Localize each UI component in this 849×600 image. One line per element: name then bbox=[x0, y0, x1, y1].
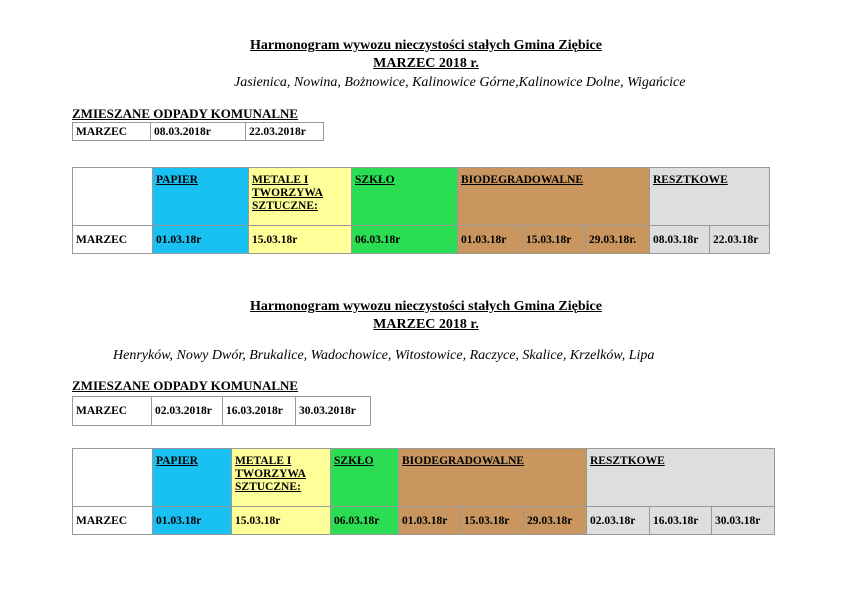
metale-date-cell: 15.03.18r bbox=[249, 226, 352, 254]
papier-header: PAPIER bbox=[153, 168, 249, 226]
bio-date-cell: 29.03.18r. bbox=[586, 226, 650, 254]
section1-title-line1: Harmonogram wywozu nieczystości stałych Gmina Ziębice bbox=[250, 38, 602, 53]
metale-header bbox=[232, 449, 331, 507]
metale-header-label: METALE I TWORZYWA SZTUCZNE: bbox=[235, 455, 306, 493]
mixed-date-cell: 08.03.2018r bbox=[151, 123, 246, 141]
bio-date-cell: 01.03.18r bbox=[458, 226, 523, 254]
bio-date-cell: 15.03.18r bbox=[523, 226, 586, 254]
empty-header-cell bbox=[73, 168, 153, 226]
mixed-date-cell: 16.03.2018r bbox=[223, 397, 296, 426]
bio-header: BIODEGRADOWALNE bbox=[458, 168, 650, 226]
empty-header-cell bbox=[73, 449, 153, 507]
section1-title-line2: MARZEC 2018 r. bbox=[373, 56, 479, 71]
szklo-date-cell: 06.03.18r bbox=[352, 226, 458, 254]
szklo-header: SZKŁO bbox=[331, 449, 399, 507]
resztkowe-header: RESZTKOWE bbox=[587, 449, 775, 507]
bio-header: BIODEGRADOWALNE bbox=[399, 449, 587, 507]
section2-schedule-table bbox=[72, 448, 775, 535]
section1-schedule-table bbox=[72, 167, 770, 254]
resztkowe-date-cell: 08.03.18r bbox=[650, 226, 710, 254]
resztkowe-date-cell: 16.03.18r bbox=[650, 507, 712, 535]
table-row bbox=[73, 123, 324, 141]
section1-villages: Jasienica, Nowina, Bożnowice, Kalinowice Górne,Kalinowice Dolne, Wigańcice bbox=[234, 75, 686, 90]
section2-mixed-waste-heading: ZMIESZANE ODPADY KOMUNALNE bbox=[72, 378, 299, 393]
bio-date-cell: 29.03.18r bbox=[524, 507, 587, 535]
szklo-date-cell: 06.03.18r bbox=[331, 507, 399, 535]
szklo-header: SZKŁO bbox=[352, 168, 458, 226]
bio-date-cell: 01.03.18r bbox=[399, 507, 461, 535]
section2-mixed-waste-table bbox=[72, 396, 371, 426]
resztkowe-header: RESZTKOWE bbox=[650, 168, 770, 226]
table-row bbox=[73, 226, 770, 254]
mixed-month-cell: MARZEC bbox=[73, 123, 151, 141]
metale-header bbox=[249, 168, 352, 226]
table-row bbox=[73, 507, 775, 535]
month-cell: MARZEC bbox=[73, 226, 153, 254]
section2-villages: Henryków, Nowy Dwór, Brukalice, Wadochowice, Witostowice, Raczyce, Skalice, Krzelków, Lipa bbox=[113, 348, 655, 363]
mixed-date-cell: 30.03.2018r bbox=[296, 397, 371, 426]
metale-header-label: METALE I TWORZYWA SZTUCZNE: bbox=[252, 174, 323, 212]
mixed-date-cell: 02.03.2018r bbox=[152, 397, 223, 426]
resztkowe-date-cell: 22.03.18r bbox=[710, 226, 770, 254]
table-row bbox=[73, 168, 770, 226]
table-row bbox=[73, 449, 775, 507]
papier-header: PAPIER bbox=[153, 449, 232, 507]
mixed-month-cell: MARZEC bbox=[73, 397, 152, 426]
bio-date-cell: 15.03.18r bbox=[461, 507, 524, 535]
resztkowe-date-cell: 02.03.18r bbox=[587, 507, 650, 535]
section2-title-line1: Harmonogram wywozu nieczystości stałych Gmina Ziębice bbox=[250, 299, 602, 314]
section1-mixed-waste-heading: ZMIESZANE ODPADY KOMUNALNE bbox=[72, 106, 299, 121]
mixed-date-cell: 22.03.2018r bbox=[246, 123, 324, 141]
resztkowe-date-cell: 30.03.18r bbox=[712, 507, 775, 535]
metale-date-cell: 15.03.18r bbox=[232, 507, 331, 535]
papier-date-cell: 01.03.18r bbox=[153, 226, 249, 254]
table-row bbox=[73, 397, 371, 426]
papier-date-cell: 01.03.18r bbox=[153, 507, 232, 535]
month-cell: MARZEC bbox=[73, 507, 153, 535]
section2-title-line2: MARZEC 2018 r. bbox=[373, 317, 479, 332]
section1-mixed-waste-table bbox=[72, 122, 324, 141]
